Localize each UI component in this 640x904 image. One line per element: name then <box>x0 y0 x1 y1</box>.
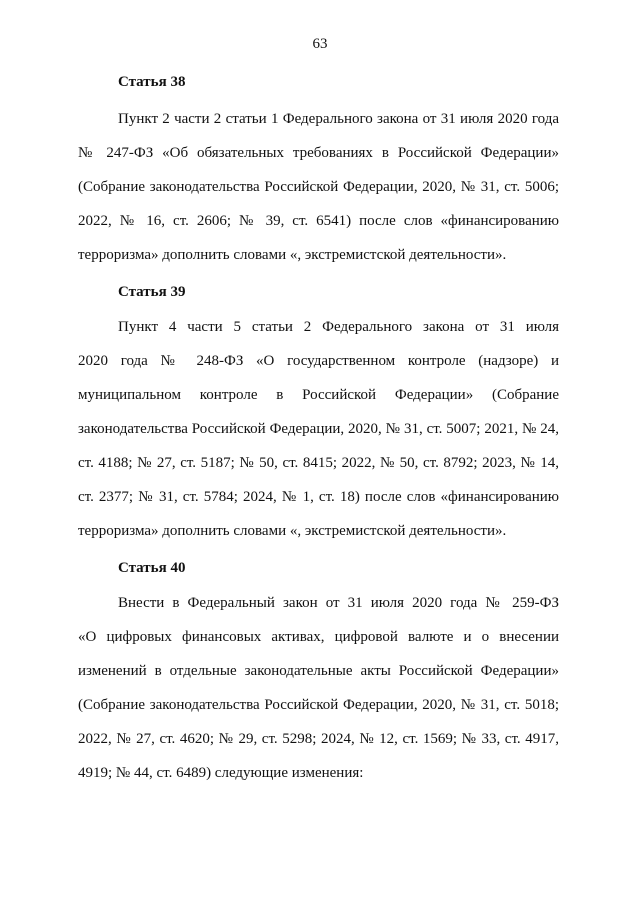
article-40-line-1: Внести в Федеральный закон от 31 июля 2020 года № 259-ФЗ <box>118 595 559 611</box>
article-40-heading: Статья 40 <box>118 560 186 576</box>
article-38-heading: Статья 38 <box>118 74 186 90</box>
article-38-line-1: Пункт 2 части 2 статьи 1 Федерального закона от 31 июля 2020 года <box>118 111 559 127</box>
article-39-heading: Статья 39 <box>118 284 186 300</box>
article-38-line-3: (Собрание законодательства Российской Федерации, 2020, № 31, ст. 5006; <box>78 179 559 195</box>
article-38-line-2: № 247-ФЗ «Об обязательных требованиях в Российской Федерации» <box>78 145 559 161</box>
article-40-line-3: изменений в отдельные законодательные акты Российской Федерации» <box>78 663 559 679</box>
article-39-line-5: ст. 4188; № 27, ст. 5187; № 50, ст. 8415; 2022, № 50, ст. 8792; 2023, № 14, <box>78 455 559 471</box>
article-39-line-7: терроризма» дополнить словами «, экстремистской деятельности». <box>78 523 507 539</box>
page-number: 63 <box>312 36 328 52</box>
article-38-line-4: 2022, № 16, ст. 2606; № 39, ст. 6541) после слов «финансированию <box>78 213 559 229</box>
article-40-line-6: 4919; № 44, ст. 6489) следующие изменения: <box>78 765 364 781</box>
article-40-line-4: (Собрание законодательства Российской Федерации, 2020, № 31, ст. 5018; <box>78 697 559 713</box>
article-38-line-5: терроризма» дополнить словами «, экстремистской деятельности». <box>78 247 507 263</box>
article-40-line-2: «О цифровых финансовых активах, цифровой валюте и о внесении <box>78 629 559 645</box>
article-39-line-2: 2020 года № 248-ФЗ «О государственном контроле (надзоре) и <box>78 353 559 369</box>
article-39-line-6: ст. 2377; № 31, ст. 5784; 2024, № 1, ст. 18) после слов «финансированию <box>78 489 559 505</box>
article-39-line-1: Пункт 4 части 5 статьи 2 Федерального закона от 31 июля <box>118 319 559 335</box>
article-39-line-4: законодательства Российской Федерации, 2020, № 31, ст. 5007; 2021, № 24, <box>78 421 559 437</box>
article-39-line-3: муниципальном контроле в Российской Федерации» (Собрание <box>78 387 559 403</box>
article-40-line-5: 2022, № 27, ст. 4620; № 29, ст. 5298; 2024, № 12, ст. 1569; № 33, ст. 4917, <box>78 731 559 747</box>
